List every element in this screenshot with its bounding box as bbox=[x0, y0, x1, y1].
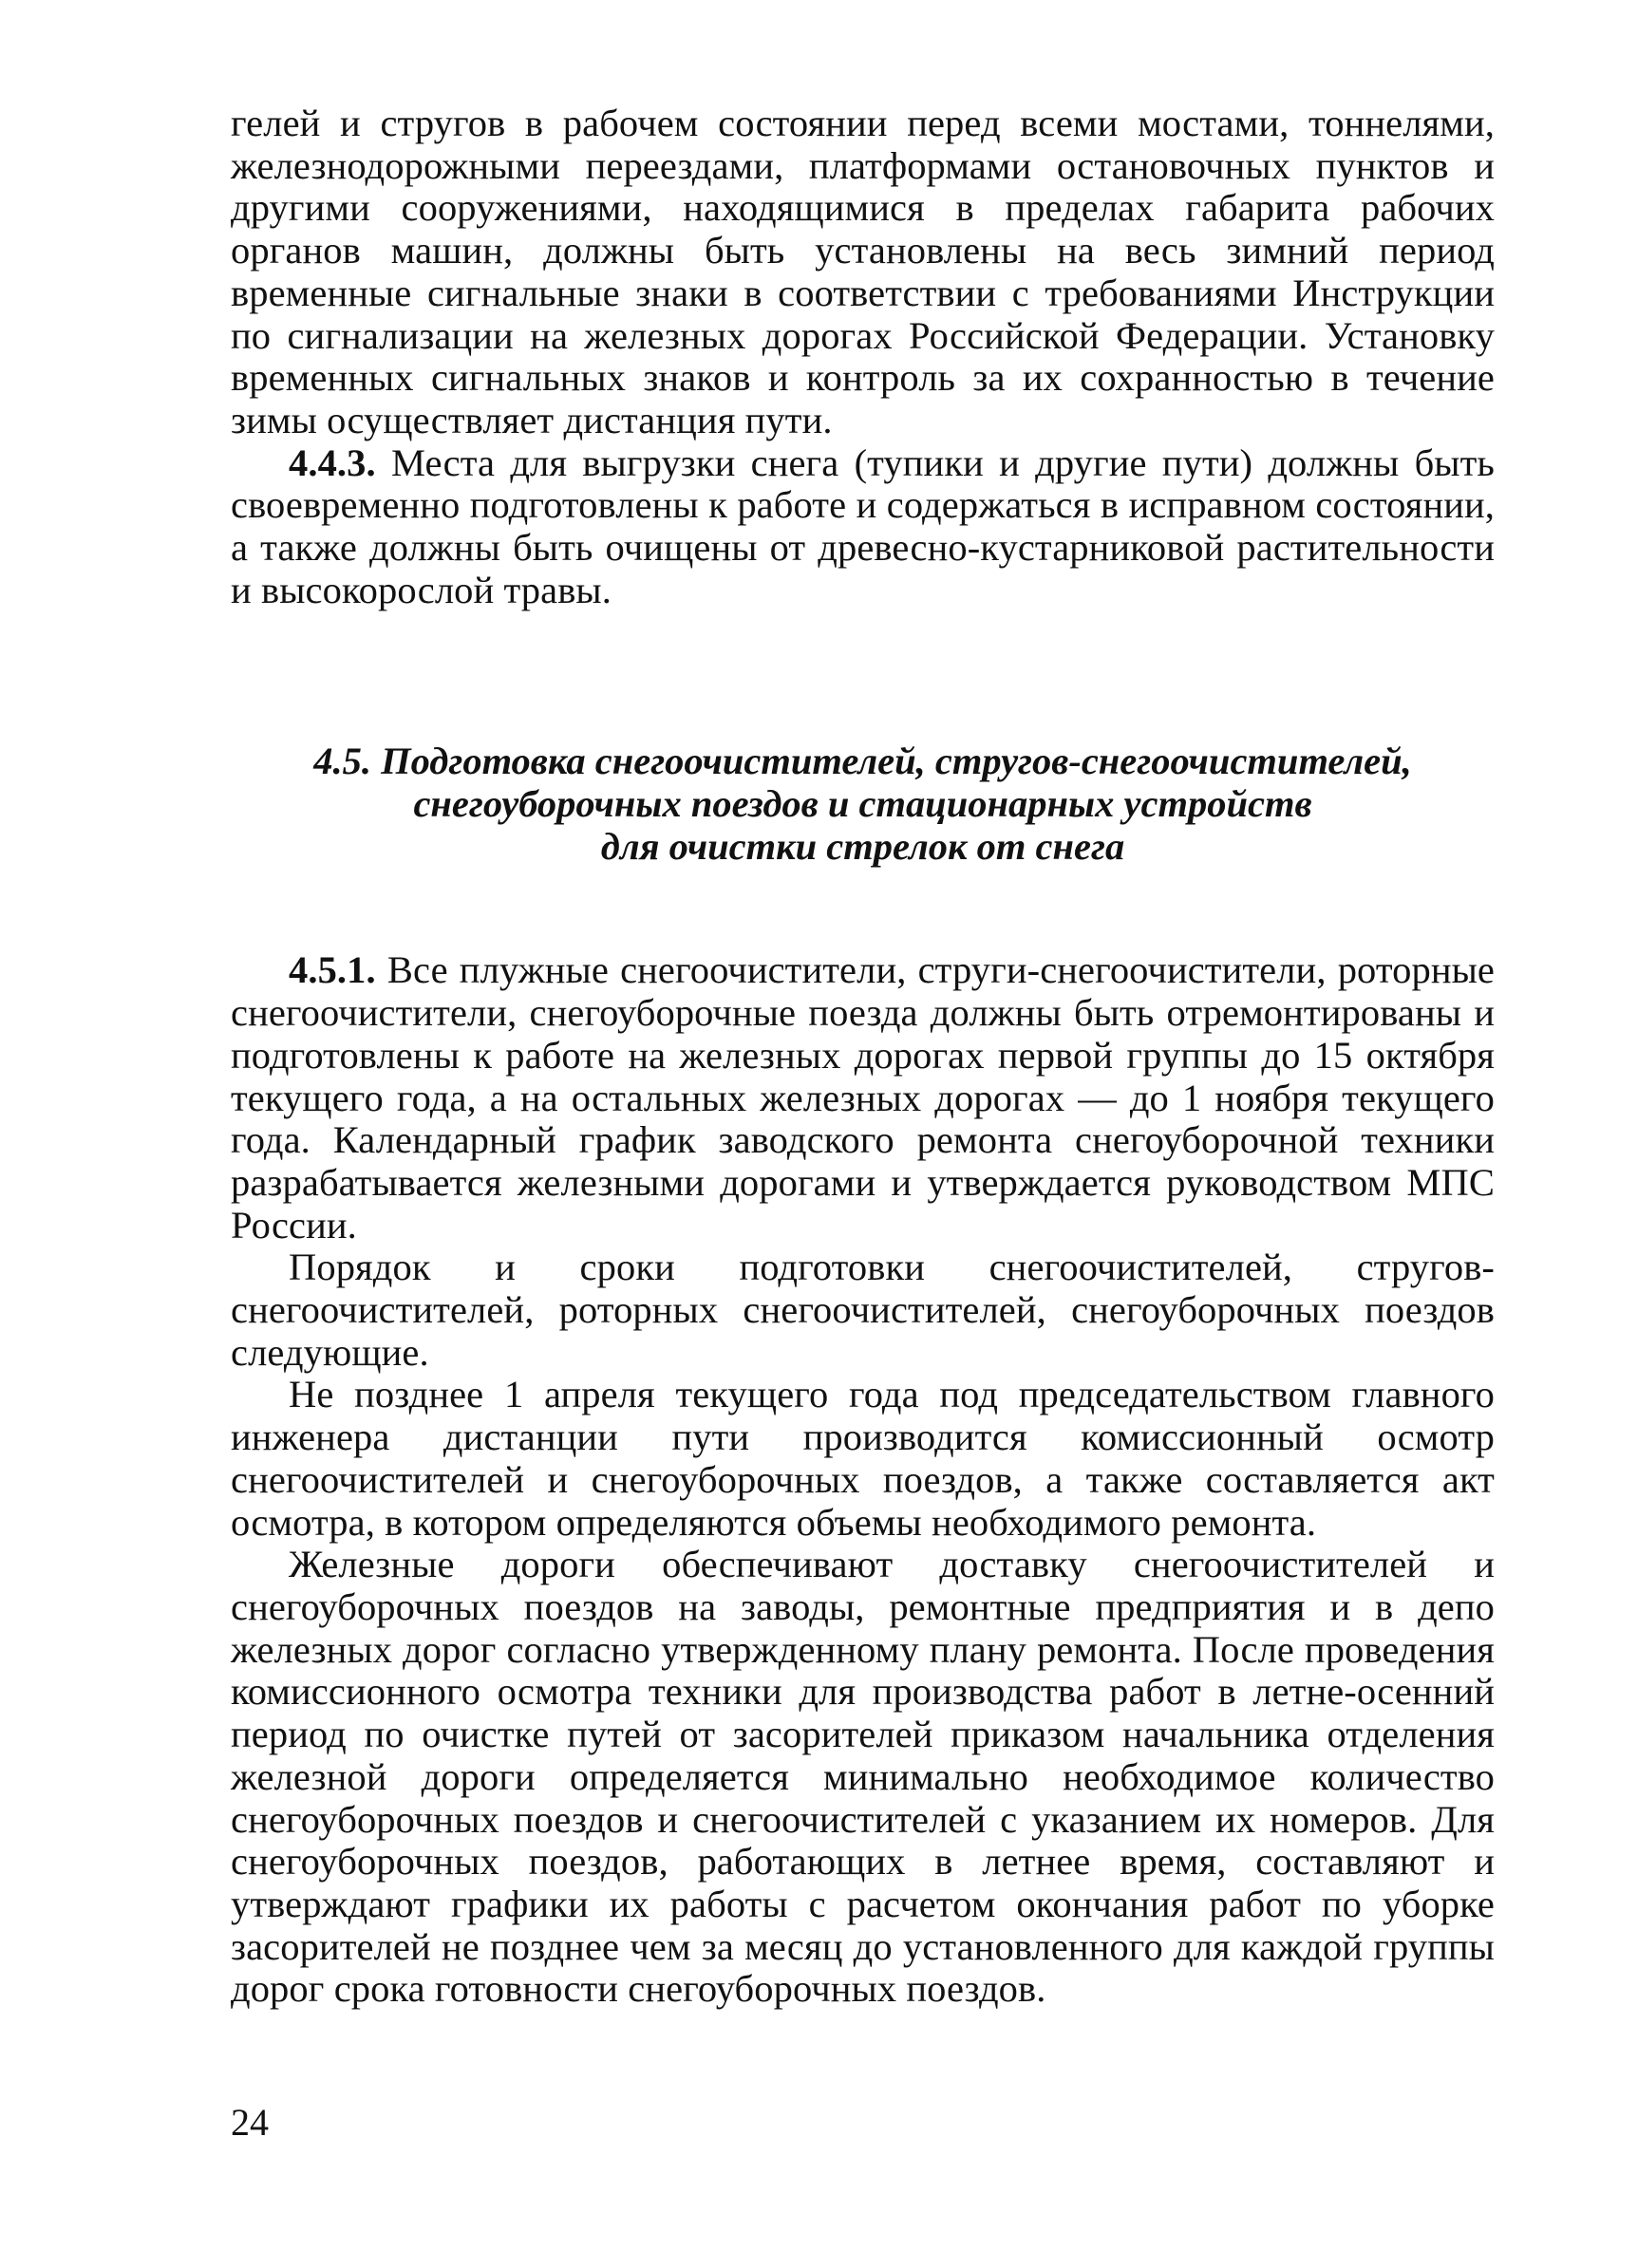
paragraph-continuation: гелей и стругов в рабочем состоянии перед всеми мостами, тоннелями, железнодорожными переездами, платформами остановочных пунктов и другими сооружениями, находящимися в пределах габарита рабочих органов машин, должны быть установлены на весь зимний период временные сигнальные знаки в соответствии с требованиями Инструкции по сигнализации на железных дорогах Российской Федерации. Установку временных сигнальных знаков и контроль за их сохранностью в течение зимы осуществляет дистанция пути. bbox=[231, 102, 1495, 441]
clause-text: Все плужные снегоочистители, струги-снегоочистители, роторные снегоочистители, снегоуборочные поезда должны быть отремонтированы и подготовлены к работе на железных дорогах первой группы до 15 октября текущего года, а на остальных железных дорогах — до 1 ноября текущего года. Календарный график заводского ремонта снегоуборочной техники разрабатывается железными дорогами и утверждается руководством МПС России. bbox=[231, 948, 1495, 1246]
heading-line: 4.5. Подготовка снегоочистителей, стругов-снегоочистителей, bbox=[313, 740, 1412, 783]
heading-line: для очистки стрелок от снега bbox=[600, 825, 1125, 869]
paragraph-inspection: Не позднее 1 апреля текущего года под председательством главного инженера дистанции пути производится комиссионный осмотр снегоочистителей и снегоуборочных поездов, а также составляется акт осмотра, в котором определяются объемы необходимого ремонта. bbox=[231, 1373, 1495, 1544]
paragraph-delivery: Железные дороги обеспечивают доставку снегоочистителей и снегоуборочных поездов на заводы, ремонтные предприятия и в депо железных дорог согласно утвержденному плану ремонта. После проведения комиссионного осмотра техники для производства работ в летне-осенний период по очистке путей от засорителей приказом начальника отделения железной дороги определяется минимально необходимое количество снегоуборочных поездов и снегоочистителей с указанием их номеров. Для снегоуборочных поездов, работающих в летнее время, составляют и утверждают графики их работы с расчетом окончания работ по уборке засорителей не позднее чем за месяц до установленного для каждой группы дорог срока готовности снегоуборочных поездов. bbox=[231, 1543, 1495, 2011]
clause-text: Места для выгрузки снега (тупики и другие пути) должны быть своевременно подготовлены к работе и содержаться в исправном состоянии, а также должны быть очищены от древесно-кустарниковой растительности и высокорослой травы. bbox=[231, 440, 1495, 611]
paragraph-order-and-terms: Порядок и сроки подготовки снегоочистителей, стругов-снегоочистителей, роторных снегоочистителей, снегоуборочных поездов следующие. bbox=[231, 1246, 1495, 1374]
document-page bbox=[231, 103, 1495, 2011]
section-heading-4-5 bbox=[231, 740, 1495, 868]
paragraph-4-5-1 bbox=[231, 949, 1495, 1246]
clause-number: 4.5.1. bbox=[289, 948, 376, 992]
page-number: 24 bbox=[231, 2101, 269, 2144]
paragraph-4-4-3 bbox=[231, 442, 1495, 612]
heading-line: снегоуборочных поездов и стационарных устройств bbox=[413, 782, 1312, 826]
clause-number: 4.4.3. bbox=[289, 440, 376, 484]
